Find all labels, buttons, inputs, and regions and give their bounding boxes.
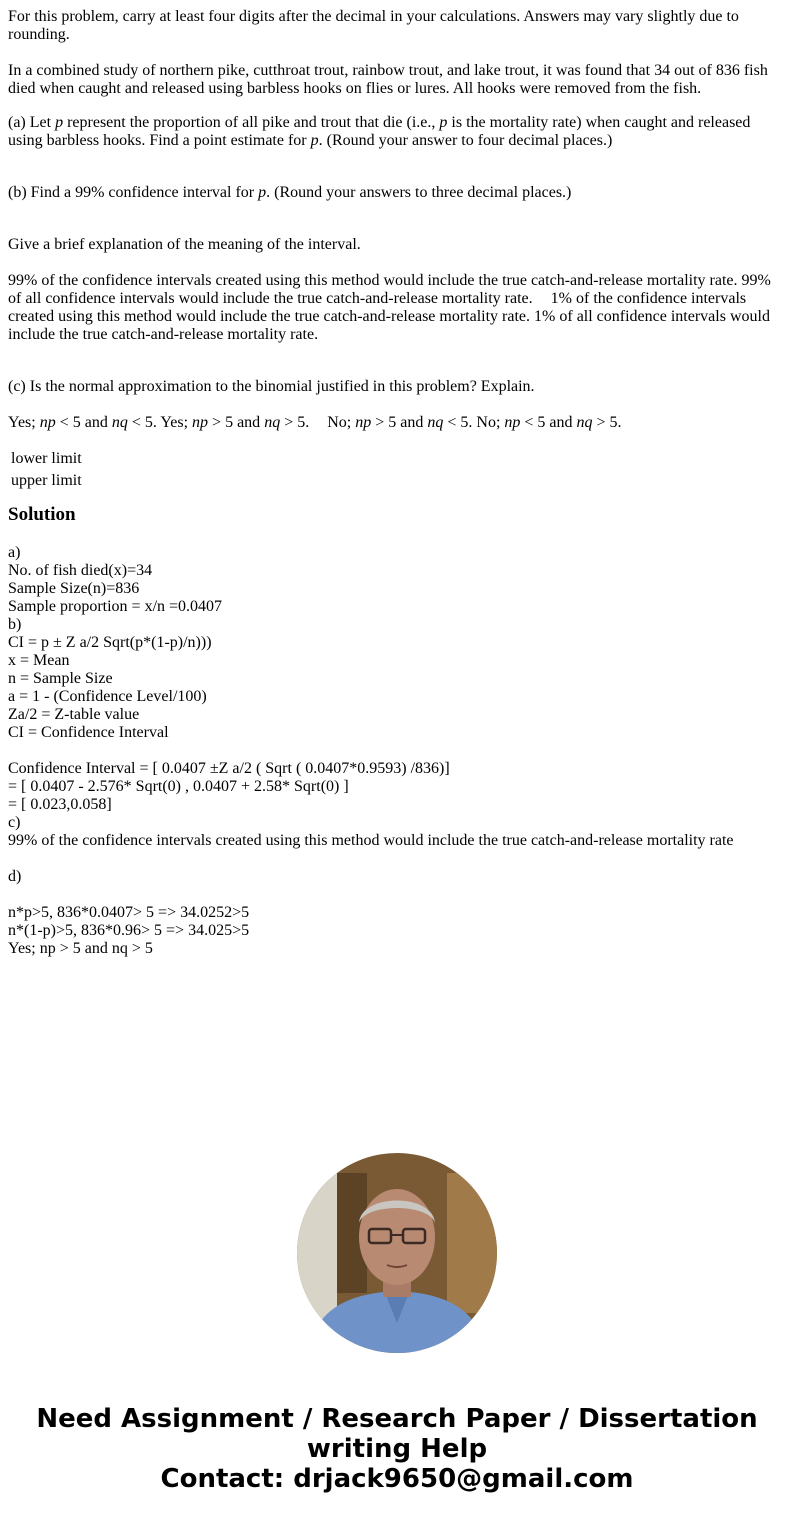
problem-page: [8, 8, 780, 958]
footer-line-2: writing Help: [306, 1434, 488, 1464]
solution-line: Za/2 = Z-table value: [8, 706, 140, 723]
part-c-option-4[interactable]: No; np < 5 and nq > 5.: [476, 414, 622, 431]
solution-line: Confidence Interval = [ 0.0407 ±Z a/2 ( Sqrt ( 0.0407*0.9593) /836)]: [8, 760, 450, 777]
study-text: In a combined study of northern pike, cutthroat trout, rainbow trout, and lake trout, it was found that 34 out of 836 fish died when caught and released using barbless hooks on flies or lures. All hooks were removed from the fish.: [8, 62, 768, 97]
intro-text: For this problem, carry at least four digits after the decimal in your calculations. Answers may vary slightly due to rounding.: [8, 8, 739, 43]
part-c-option-2[interactable]: Yes; np > 5 and nq > 5.: [160, 414, 310, 431]
explain-option-1[interactable]: 99% of the confidence intervals created using this method would include the true catch-and-release mortality rate.: [8, 272, 738, 289]
solution-line: Yes; np > 5 and nq > 5: [8, 940, 153, 957]
solution-heading: Solution: [8, 504, 76, 525]
part-a-question: (a) Let p represent the proportion of all pike and trout that die (i.e., p is the mortality rate) when caught and released using barbless hooks. Find a point estimate for p. (Round your answer to four decimal places.): [8, 114, 751, 149]
part-c-option-1[interactable]: Yes; np < 5 and nq < 5.: [8, 414, 157, 431]
solution-line: = [ 0.0407 - 2.576* Sqrt(0) , 0.0407 + 2.58* Sqrt(0) ]: [8, 778, 349, 795]
footer-contact: [0, 1404, 794, 1494]
solution-line: x = Mean: [8, 652, 70, 669]
part-b-question: (b) Find a 99% confidence interval for p. (Round your answers to three decimal places.): [8, 184, 572, 201]
solution-line: a): [8, 544, 21, 561]
solution-line: Sample proportion = x/n =0.0407: [8, 598, 223, 615]
explain-prompt: Give a brief explanation of the meaning of the interval.: [8, 236, 361, 253]
author-photo: [297, 1153, 497, 1353]
solution-line: 99% of the confidence intervals created using this method would include the true catch-and-release mortality rate: [8, 832, 734, 849]
explain-option-2[interactable]: 99% of all confidence intervals would include the true catch-and-release mortality rate.: [8, 272, 771, 307]
footer-contact-email[interactable]: Contact: drjack9650@gmail.com: [160, 1464, 634, 1494]
solution-line: b): [8, 616, 22, 633]
part-c-question: (c) Is the normal approximation to the binomial justified in this problem? Explain.: [8, 378, 535, 395]
solution-line: CI = p ± Z a/2 Sqrt(p*(1-p)/n))): [8, 634, 212, 651]
author-avatar: [297, 1153, 497, 1353]
explain-options: [8, 272, 780, 344]
solution-line: Sample Size(n)=836: [8, 580, 140, 597]
solution-body: [8, 544, 780, 958]
part-c-options: [8, 414, 780, 432]
solution-line: CI = Confidence Interval: [8, 724, 169, 741]
footer-line-1: Need Assignment / Research Paper / Dissertation: [36, 1404, 758, 1434]
solution-line: No. of fish died(x)=34: [8, 562, 153, 579]
solution-line: n = Sample Size: [8, 670, 113, 687]
explain-option-4[interactable]: 1% of all confidence intervals would include the true catch-and-release mortality rate.: [8, 308, 770, 343]
lower-limit-label: lower limit: [11, 450, 82, 467]
solution-line: a = 1 - (Confidence Level/100): [8, 688, 207, 705]
solution-line: n*p>5, 836*0.0407> 5 => 34.0252>5: [8, 904, 250, 921]
solution-line: d): [8, 868, 22, 885]
explain-option-3[interactable]: 1% of the confidence intervals created using this method would include the true catch-and-release mortality rate.: [8, 290, 747, 325]
part-c-option-3[interactable]: No; np > 5 and nq < 5.: [327, 414, 473, 431]
upper-limit-label: upper limit: [11, 472, 82, 489]
solution-line: c): [8, 814, 21, 831]
limits-table: [8, 448, 780, 492]
solution-line: n*(1-p)>5, 836*0.96> 5 => 34.025>5: [8, 922, 250, 939]
solution-line: = [ 0.023,0.058]: [8, 796, 112, 813]
